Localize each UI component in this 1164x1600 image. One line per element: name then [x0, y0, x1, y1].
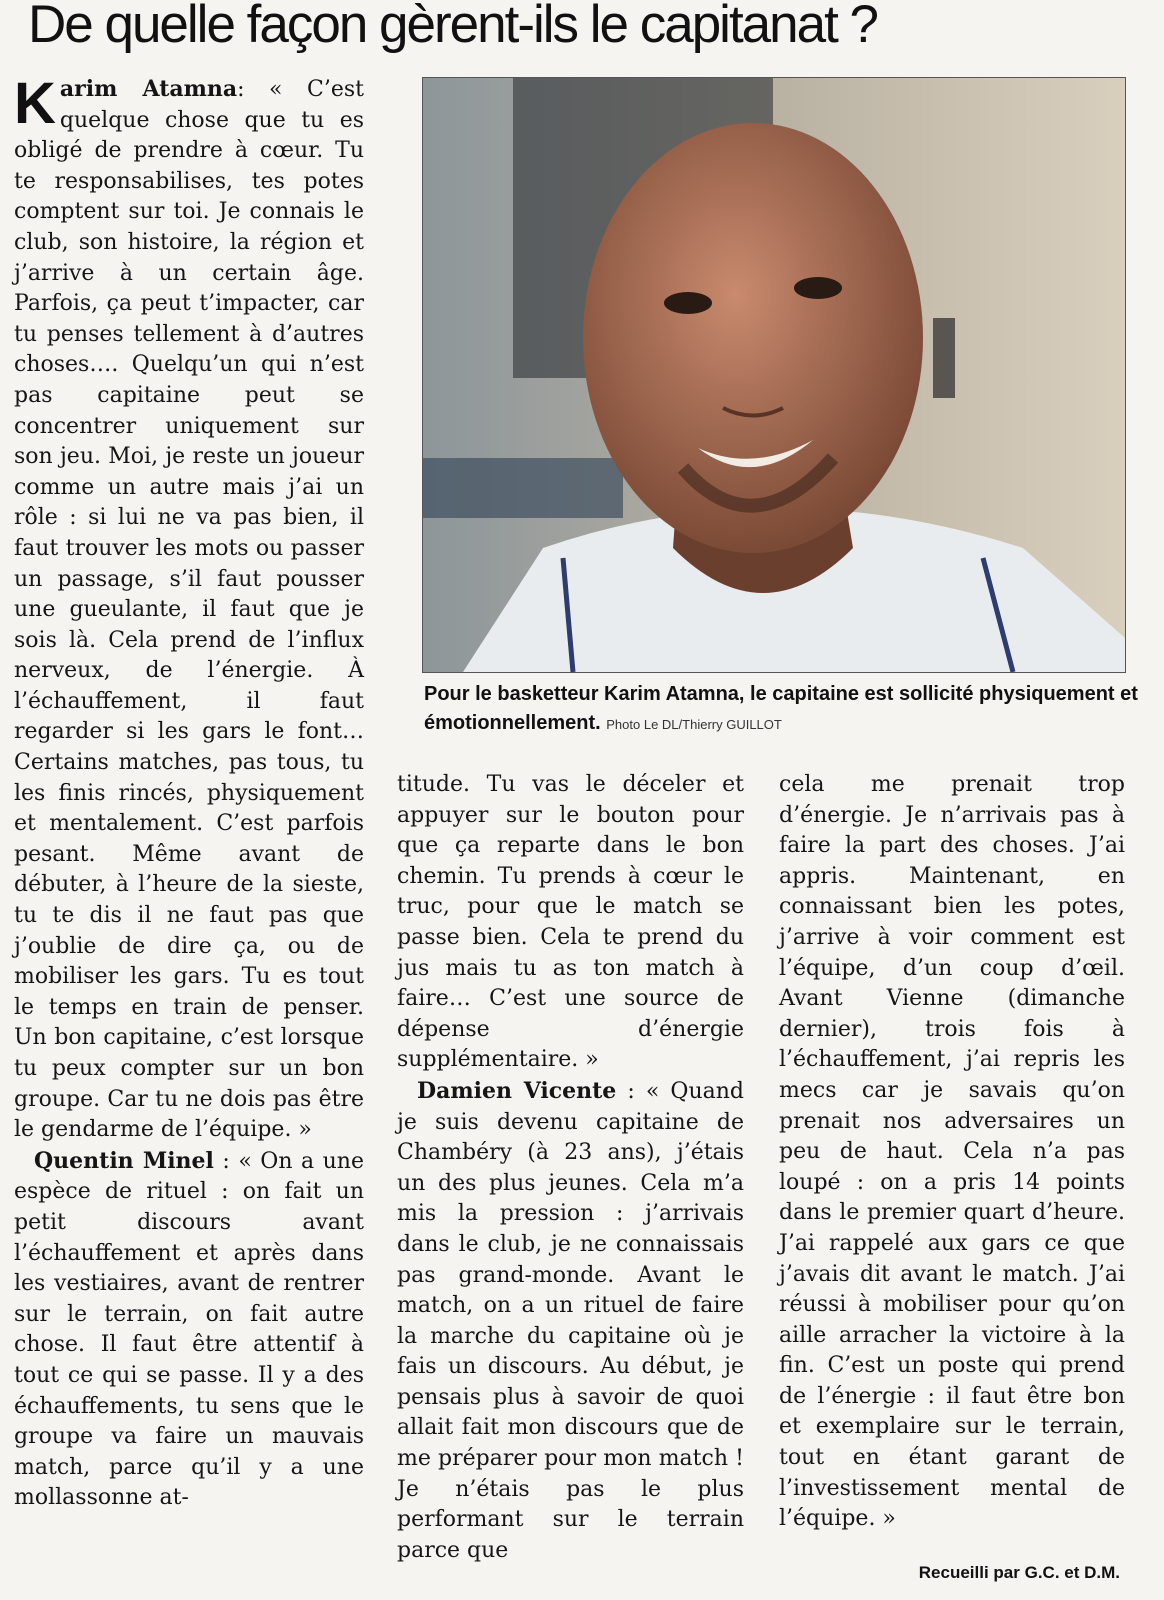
- continued-paragraph: titude. Tu vas le déceler et appuyer sur le bouton pour que ça reparte dans le bon chemin. Tu prends à cœur le truc, pour que le match se passe bien. Cela te prend du jus mais tu as ton match à faire… C’est une source de dépense d’énergie supplémentaire. »: [397, 772, 744, 1073]
- headline: De quelle façon gèrent-ils le capitanat ?: [28, 0, 878, 54]
- karim-atamna-paragraph: [14, 71, 364, 1146]
- photo-caption: [424, 680, 1144, 739]
- column-1: [14, 71, 364, 1514]
- quote-text: : « On a une espèce de rituel : on fait un petit discours avant l’échauffement et après dans les vestiaires, avant de rentrer sur le terrain, on fait autre chose. Il faut être attentif à tout ce qui se passe. Il y a des échauffements, tu sens que le groupe va faire un mauvais match, parce qu’il y a une mollassonne at-: [14, 1148, 364, 1511]
- column-2: [397, 770, 744, 1566]
- damien-vicente-paragraph: [397, 1076, 744, 1567]
- quote-text: : « Quand je suis devenu capitaine de Chambéry (à 23 ans), j’étais un des plus jeunes. Cela m’a mis la pression : j’arrivais dans le club, je ne connaissais pas grand-monde. Avant le match, on a un rituel de faire la marche du capitaine où je fais un discours. Au début, je pensais plus à savoir de quoi allait fait mon discours que de me préparer pour mon match ! Je n’étais pas le plus performant sur le terrain parce que: [397, 1078, 744, 1563]
- quote-text: : « C’est quelque chose que tu es obligé de prendre à cœur. Tu te responsabilises, tes potes comptent sur toi. Je connais le club, son histoire, la région et j’arrive à un certain âge. Parfois, ça peut t’impacter, car tu penses tellement à d’autres choses…. Quelqu’un qui n’est pas capitaine peut se concentrer uniquement sur son jeu. Moi, je reste un joueur comme un autre mais j’ai un rôle : si lui ne va pas bien, il faut trouver les mots ou passer un passage, s’il faut pousser une gueulante, il faut que je sois là. Cela prend de l’influx nerveux, de l’énergie. À l’échauffement, il faut regarder si les gars le font… Certains matches, pas tous, tu les finis rincés, physiquement et mentalement. C’est parfois pesant. Même avant de débuter, à l’heure de la sieste, tu te dis il ne faut pas que j’oublie de dire ça, ou de mobiliser les gars. Tu es tout le temps en train de penser. Un bon capitaine, c’est lorsque tu peux compter sur un bon groupe. Car tu ne dois pas être le gendarme de l’équipe. »: [14, 77, 364, 1143]
- quentin-minel-paragraph: [14, 1146, 364, 1514]
- speaker-name: arim Atamna: [59, 76, 238, 102]
- caption-text: Pour le basketteur Karim Atamna, le capitaine est sollicité physiquement et émotionnellement.: [424, 683, 1138, 734]
- photo-credit: Photo Le DL/Thierry GUILLOT: [606, 717, 782, 732]
- drop-cap: K: [14, 71, 56, 136]
- speaker-name: Damien Vicente: [417, 1077, 617, 1104]
- column-3: [779, 770, 1125, 1535]
- portrait-photo: [422, 77, 1126, 673]
- continued-paragraph: cela me prenait trop d’énergie. Je n’arrivais pas à faire la part des choses. J’ai appris. Maintenant, en connaissant bien les potes, j’arrive à voir comment est l’équipe, d’un coup d’œil. Avant Vienne (dimanche dernier), trois fois à l’échauffement, j’ai repris les mecs car je savais qu’on prenait nos adversaires un peu de haut. Cela n’a pas loupé : on a pris 14 points dans le premier quart d’heure. J’ai rappelé aux gars ce que j’avais dit avant le match. J’ai réussi à mobiliser pour qu’on aille arracher la victoire à la fin. C’est un poste qui prend de l’énergie : il faut être bon et exemplaire sur le terrain, tout en étant garant de l’investissement mental de l’équipe. »: [779, 772, 1125, 1532]
- byline: Recueilli par G.C. et D.M.: [918, 1563, 1120, 1582]
- speaker-name: Quentin Minel: [34, 1147, 214, 1174]
